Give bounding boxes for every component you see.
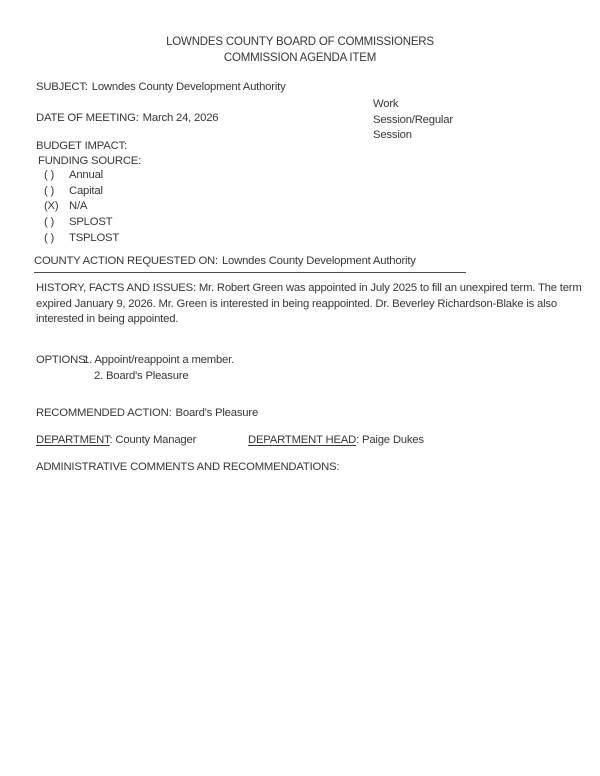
department-head-value: : Paige Dukes: [356, 434, 424, 446]
checkbox-na-checked: (X): [44, 200, 59, 213]
document-title: [0, 35, 600, 66]
options-row: [36, 353, 234, 369]
department-head-label: DEPARTMENT HEAD: [248, 434, 357, 446]
county-action-label: COUNTY ACTION REQUESTED ON:: [34, 255, 218, 267]
options-item-2: 2. Board's Pleasure: [94, 369, 189, 382]
budget-impact-line: [36, 139, 131, 155]
recommended-action-value: Board's Pleasure: [175, 407, 259, 419]
session-type-line: Session/Regular: [373, 113, 453, 126]
subject-line: [36, 80, 286, 96]
title-line-2: COMMISSION AGENDA ITEM: [223, 51, 377, 64]
options-label: OPTIONS:: [36, 354, 89, 366]
department-label: DEPARTMENT: [36, 434, 110, 446]
funding-source-label: FUNDING SOURCE:: [38, 155, 142, 167]
options-item-1: 1. Appoint/reappoint a member.: [83, 354, 235, 366]
session-type-line: Work: [373, 98, 399, 110]
history-facts-issues: [36, 281, 582, 328]
county-action-value: Lowndes County Development Authority: [221, 255, 416, 267]
funding-option-label: TSPLOST: [69, 231, 120, 244]
funding-option-capital: [44, 184, 119, 200]
admin-comments-label: ADMINISTRATIVE COMMENTS AND RECOMMENDATIONS:: [36, 461, 340, 473]
session-type: [373, 97, 485, 144]
funding-option-annual: [44, 168, 119, 184]
department-head-cell: [248, 433, 424, 449]
funding-option-splost: [44, 215, 119, 231]
budget-impact-label: BUDGET IMPACT:: [36, 140, 127, 152]
history-text-line: HISTORY, FACTS AND ISSUES: Mr. Robert Green was appointed in July 2025 to fill an unexpired term. The term: [36, 282, 582, 294]
funding-option-tsplost: [44, 231, 119, 247]
funding-option-label: Capital: [69, 184, 103, 197]
meeting-date-line: [36, 111, 218, 127]
funding-option-label: SPLOST: [69, 216, 113, 229]
subject-value: Lowndes County Development Authority: [91, 81, 286, 93]
history-text-line: interested in being appointed.: [36, 313, 179, 326]
recommended-action-label: RECOMMENDED ACTION:: [36, 407, 172, 419]
checkbox-capital: ( ): [44, 184, 55, 197]
funding-option-label: N/A: [69, 200, 88, 213]
history-text-line: expired January 9, 2026. Mr. Green is interested in being reappointed. Dr. Beverley Richardson-Blake is also: [36, 297, 557, 310]
department-value: : County Manager: [109, 434, 197, 446]
checkbox-tsplost: ( ): [44, 231, 55, 244]
title-line-1: LOWNDES COUNTY BOARD OF COMMISSIONERS: [166, 36, 434, 48]
options-block: [36, 353, 234, 384]
session-type-line: Session: [373, 129, 412, 142]
department-cell: [36, 433, 248, 449]
funding-option-na: [44, 199, 119, 215]
subject-label: SUBJECT:: [36, 81, 88, 93]
checkbox-annual: ( ): [44, 169, 55, 181]
recommended-action-line: [36, 406, 258, 422]
county-action-line: [34, 254, 466, 273]
funding-source-list: [44, 168, 119, 247]
meeting-date-value: March 24, 2026: [142, 112, 219, 124]
funding-option-label: Annual: [69, 169, 103, 181]
checkbox-splost: ( ): [44, 216, 55, 229]
department-row: [36, 433, 424, 449]
meeting-date-label: DATE OF MEETING:: [36, 112, 139, 124]
